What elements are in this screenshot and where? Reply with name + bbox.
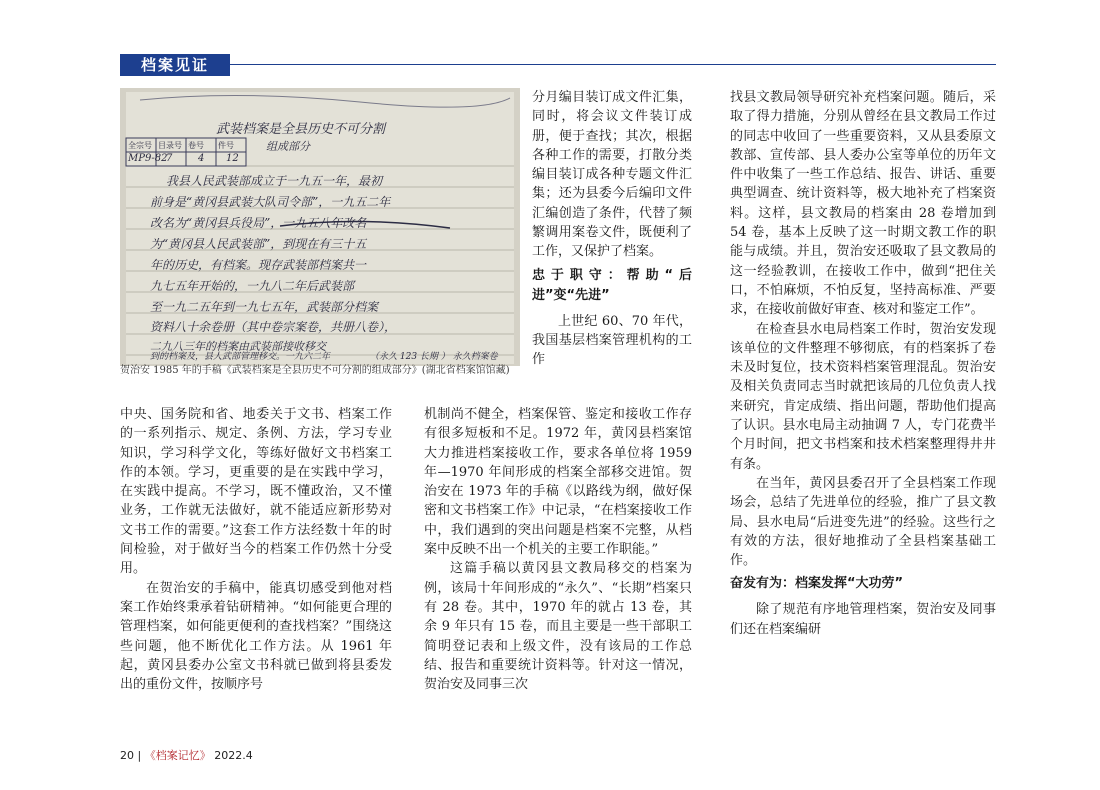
manuscript-photo	[120, 88, 520, 366]
magazine-name: 《档案记忆》	[144, 749, 211, 762]
table-header-1: 全宗号	[128, 141, 152, 150]
paragraph: 这篇手稿以黄冈县文教局移交的档案为例，该局十年间形成的“永久”、“长期”档案只有 28 卷。其中，1970 年的就占 13 卷，其余 9 年只有 15 卷，而且主要是一些干部职工简明登记表和上级文件，没有该局的工作总结、报告和重要统计资料等。针对这一情况，贺治安及同事三次	[424, 561, 692, 693]
section-title: 档案见证	[120, 54, 230, 76]
handwriting-line: 改名为“黄冈县兵役局”，一九五八年改名	[150, 216, 367, 230]
subheading: 忠于职守：帮助“后进”变“先进”	[532, 267, 692, 303]
column-2-bottom	[424, 405, 692, 694]
paragraph: 在当年，黄冈县委召开了全县档案工作现场会，总结了先进单位的经验，推广了县文教局、县水电局“后进变先进”的经验。这些行之有效的方法，很好地推动了全县档案基础工作。	[730, 475, 996, 569]
table-header-3: 卷号	[188, 141, 204, 150]
subheading: 奋发有为：档案发挥“大功劳”	[730, 576, 904, 592]
issue-number: 2022.4	[214, 749, 253, 762]
handwriting-line: 年的历史，有档案。现存武装部档案共一	[150, 258, 367, 272]
handwriting-line: 九七五年开始的，一九八二年后武装部	[150, 279, 355, 293]
paragraph: 机制尚不健全，档案保管、鉴定和接收工作存有很多短板和不足。1972 年，黄冈县档案馆大力推进档案接收工作，要求各单位将 1959 年—1970 年间形成的档案全部移交进馆。贺治安在 1973 年的手稿《以路线为纲，做好保密和文书档案工作》中记录，“在档案接收工作中，我们遇到的突出问题是档案不完整，从档案中反映不出一个机关的主要工作职能。”	[424, 407, 692, 558]
table-value-1: MP9-82	[128, 153, 168, 164]
column-1	[120, 405, 392, 694]
page-number: 20	[120, 749, 134, 762]
handwriting-line: 资料八十余卷册（其中卷宗案卷，共册八卷），	[150, 320, 397, 334]
paragraph: 分月编目装订成文件汇集，同时，将会议文件装订成册，便于查找；其次，根据各种工作的需要，打散分类编目装订成各种专题文件汇集；还为县委今后编印文件汇编创造了条件，代替了频繁调用案卷文件，既便利了工作，又保护了档案。	[532, 90, 692, 260]
paragraph: 找县文教局领导研究补充档案问题。随后，采取了得力措施，分别从曾经在县文教局工作过的同志中收回了一些重要资料，又从县委原文教部、宣传部、县人委办公室等单位的历年文件中收集了一些工作总结、报告、讲话、重要典型调查、统计资料等，极大地补充了档案资料。这样，县文教局的档案由 28 卷增加到 54 卷，基本上反映了这一时期文教工作的职能与成绩。并且，贺治安还吸取了县文教局的这一经验教训，在接收工作中，做到“把住关口，不怕麻烦，不怕反复，坚持高标准、严要求，在接收前做好审查、核对和鉴定工作”。	[730, 90, 996, 318]
photo-caption: 贺治安 1985 年的手稿《武装档案是全县历史不可分割的组成部分》(湖北省档案馆馆藏)	[120, 365, 510, 376]
column-2-top	[532, 88, 692, 370]
table-header-2: 目录号	[158, 141, 182, 150]
table-value-3: 4	[198, 153, 205, 164]
handwriting-line: 到的档案及，县人武部管理移交。一九六二年	[150, 352, 331, 362]
paragraph: 中央、国务院和省、地委关于文书、档案工作的一系列指示、规定、条例、方法，学习专业知识，学习科学文化，等练好做好文书档案工作的本领。学习，更重要的是在实践中学习，在实践中提高。不学习，既不懂政治，又不懂业务，工作就无法做好，就不能适应新形势对文书工作的需要。”这套工作方法经数十年的时间检验，对于做好当今的档案工作仍然十分受用。	[120, 407, 392, 577]
handwriting-line: 至一九二五年到一九七五年，武装部分档案	[150, 300, 379, 314]
footer-separator: |	[137, 749, 142, 762]
paragraph: 在检查县水电局档案工作时，贺治安发现该单位的文件整理不够彻底，有的档案拆了卷未及时复位，技术资料档案管理混乱。贺治安及相关负责同志当时就把该局的几位负责人找来研究，肯定成绩、指出问题，帮助他们提高了认识。县水电局主动抽调 7 人，专门花费半个月时间，把文书档案和技术档案整理得井井有条。	[730, 321, 996, 472]
paragraph: 上世纪 60、70 年代，我国基层档案管理机构的工作	[532, 313, 692, 368]
header-rule	[230, 64, 996, 65]
handwriting-line: 前身是“黄冈县武装大队司令部”，一九五二年	[150, 195, 391, 209]
handwriting-line: （永久 123 长期 ） 永久档案卷	[370, 352, 498, 362]
table-value-4: 12	[226, 153, 239, 164]
manuscript-title-2: 组成部分	[266, 140, 310, 153]
handwriting-line: 为“黄冈县人民武装部”，到现在有三十五	[150, 237, 367, 251]
page-footer	[120, 747, 253, 763]
column-3	[730, 88, 996, 639]
manuscript-title: 武装档案是全县历史不可分割	[216, 122, 386, 137]
table-value-2: 7	[166, 153, 173, 164]
handwriting-line: 我县人民武装部成立于一九五一年，最初	[166, 174, 383, 188]
paragraph: 在贺治安的手稿中，能真切感受到他对档案工作始终秉承着钻研精神。“如何能更合理的管理档案，如何能更便利的查找档案？”围绕这些问题，他不断优化工作方法。从 1961 年起，黄冈县委办公室文书科就已做到将县委发出的重份文件，按顺序号	[120, 580, 392, 693]
paragraph: 除了规范有序地管理档案，贺治安及同事们还在档案编研	[730, 602, 996, 637]
table-header-4: 件号	[218, 141, 234, 150]
handwriting-line: 二九八三年的档案由武装部接收移交	[150, 340, 326, 353]
